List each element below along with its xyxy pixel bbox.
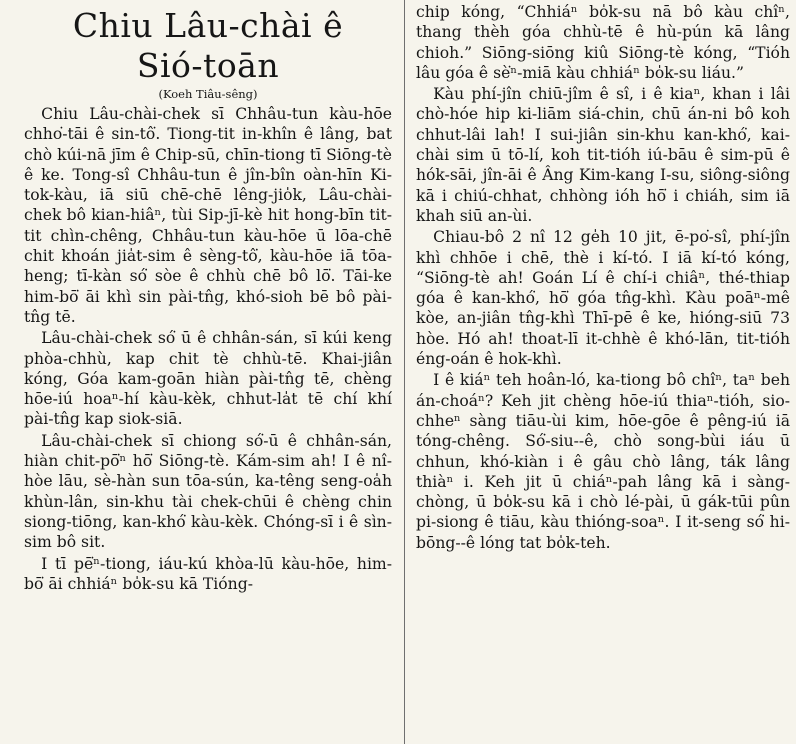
left-column (6, 0, 400, 744)
paragraph-4: I tī pē͘ⁿ-tiong, iáu-kú khòa-lū kàu-hōe, him-bō͘ āi chhiáⁿ bo̍k-su kā Tióng- (24, 554, 392, 593)
paragraph-5: Kàu phí-jîn chiū-jîm ê sî, i ê kiaⁿ, khan i lâi chò-hóe hip ki-liām siá-chin, chū án-ni bô koh chhut-lâi lah! I sui-jiân sin-khu kan-khó͘, kai-chài sim ū tō-lí, koh tit-tióh iú-bāu ê sim-pū ê hók-sāi, jîn-āi ê Âng Kim-kang I-su, siông-siông kā i chiú-chhat, chhòng ióh hō͘ i chiáh, sim iā khah siū an-ùi. (416, 85, 790, 225)
paragraph-4-continued: chip kóng, “Chhiáⁿ bo̍k-su nā bô kàu chîⁿ, thang thèh góa chhù-tē ê hù-pún kā lâng chioh.” Siōng-siōng kiû Siōng-tè kóng, “Tióh lâu góa ê sè͘ⁿ-miā kàu chhiáⁿ bo̍k-su liáu.” (416, 3, 790, 82)
paragraph-1: Chiu Lâu-chài-chek sī Chhâu-tun kàu-hōe chho͘-tāi ê sin-tô͘. Tiong-tit in-khîn ê lâng, bat chò kúi-nā jīm ê Chip-sū, chīn-tiong tī Siōng-tè ê ke. Tong-sî Chhâu-tun ê jîn-bîn oàn-hīn Ki-tok-kàu, iā siū chē-chē lêng-jio̍k, Lâu-chài-chek bô kian-hiâⁿ, tùi Sip-jī-kè hit hong-bīn tit-tit chìn-chêng, Chhâu-tun kàu-hōe ū lōa-chē chit khoán jia̍t-sim ê sèng-tô͘, kàu-hōe iā tōa-heng; tī-kàn só͘ sòe ê chhù chē bô lō͘. Tāi-ke him-bō͘ āi khì sin pài-tn̂g, khó-sioh bē bô pài-tn̂g tē. (24, 105, 392, 326)
title-line-1: Chiu Lâu-chài ê (72, 6, 344, 45)
paragraph-2: Lâu-chài-chek só͘ ū ê chhân-sán, sī kúi keng phòa-chhù, kap chit tè chhù-tē. Khai-jiân kóng, Góa kam-goān hiàn pài-tn̂g tē, chèng hōe-iú hoaⁿ-hí kàu-kèk, chhut-la̍t tē chí khí pài-tn̂g kap siok-siā. (24, 329, 392, 429)
column-divider (404, 0, 405, 744)
paragraph-3: Lâu-chài-chek sī chiong só͘-ū ê chhân-sán, hiàn chit-pō͘ⁿ hō͘ Siōng-tè. Kám-sim ah! I ê nî-hòe lāu, sè-hàn sun tōa-sún, ka-têng seng-oa̍h khùn-lân, sin-khu tài chek-chūi ê chèng chin siong-tiōng, kan-khó͘ kàu-kèk. Chóng-sī i ê sìn-sim bô sit. (24, 431, 392, 552)
paragraph-7: I ê kiáⁿ teh hoân-ló, ka-tiong bô chîⁿ, taⁿ beh án-choáⁿ? Keh jit chèng hōe-iú thiaⁿ-tióh, sio-chheⁿ sàng tiāu-ùi kim, hōe-gōe ê pêng-iú iā tóng-chêng. Só͘-siu--ê, chò song-bùi iáu ū chhun, khó-kiàn i ê gâu chò lâng, ták lâng thiàⁿ i. Keh jit ū chiáⁿ-pah lâng kā i sàng-chòng, ū bo̍k-su kā i chò lé-pài, ū gák-tūi pûn pi-siong ê tiāu, kàu thióng-soaⁿ. I it-seng só͘ hi-bōng--ê lóng tat bo̍k-teh. (416, 371, 790, 552)
article-title (24, 6, 392, 86)
right-column (410, 0, 794, 744)
paragraph-6: Chiau-bô 2 nî 12 ge̍h 10 jit, ē-po͘-sî, phí-jîn khì chhōe i chē, thè i kí-tó. I iā kí-tó kóng, “Siōng-tè ah! Goán Lí ê chí-i chiâⁿ, thé-thiap góa ê kan-khó͘, hō͘ góa tn̂g-khì. Kàu poāⁿ-mê kòe, an-jiân tn̂g-khì Thī-pē ê ke, hióng-siū 73 hòe. Hó ah! thoat-lī it-chhè ê khó-lān, tit-tióh éng-oán ê hok-khì. (416, 228, 790, 369)
byline: (Koeh Tiâu-sêng) (158, 87, 258, 101)
title-line-2: Sió-toān (136, 46, 280, 85)
